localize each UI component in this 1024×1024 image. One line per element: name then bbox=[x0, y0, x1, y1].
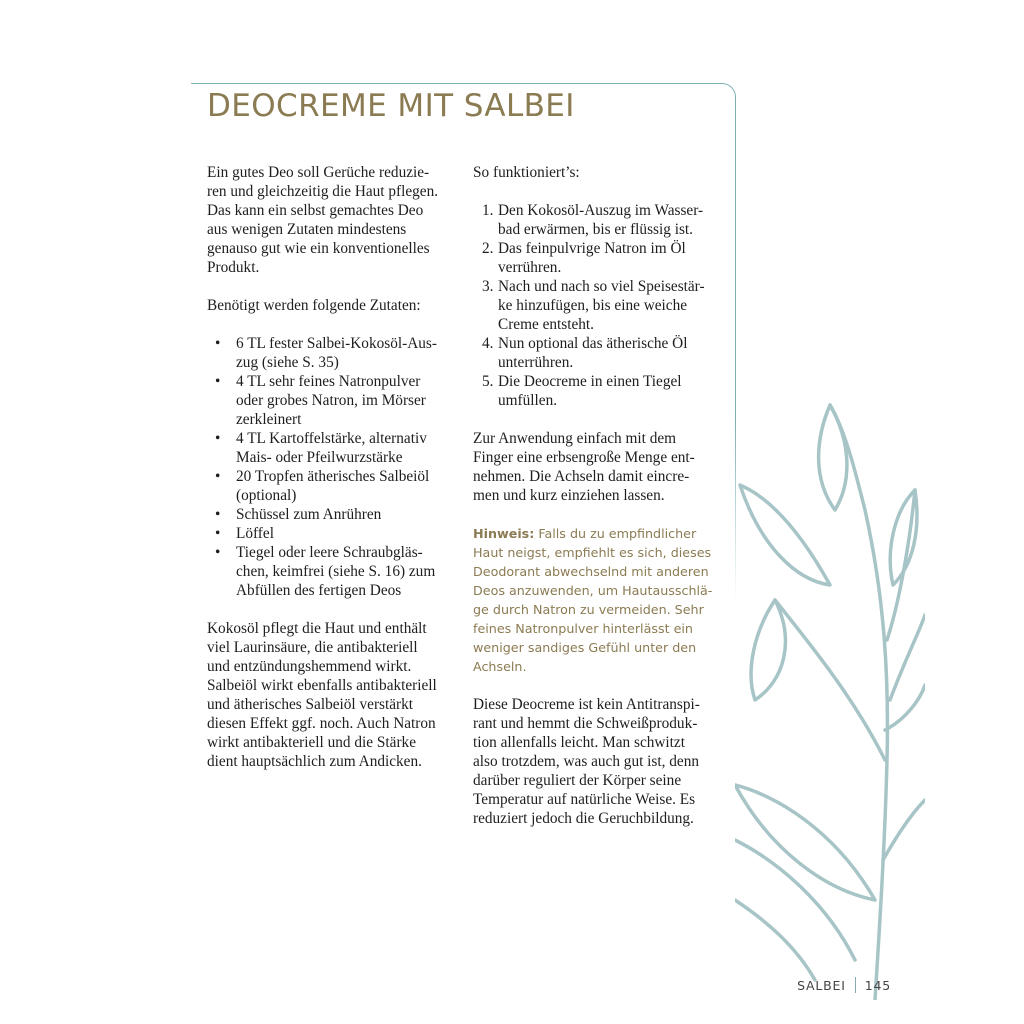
list-item: • 6 TL fester Salbei-Kokosöl-Aus- zug (siehe S. 35) bbox=[215, 335, 437, 371]
effect-paragraph: Kokosöl pflegt die Haut und enthält viel Laurinsäure, die antibakteriell und entzündungshemmend wirkt. Salbeiöl wirkt ebenfalls antibakteriell und ätherisches Salbeiöl verstärkt diesen Effekt ggf. noch. Auch Natron wirkt antibakteriell und die Stärke dient hauptsächlich zum Andicken. bbox=[207, 620, 437, 770]
how-heading: So funktioniert’s: bbox=[473, 164, 580, 181]
bullet-icon: • bbox=[215, 335, 221, 352]
step-number: 1. bbox=[482, 202, 494, 219]
list-item: 1. Den Kokosöl-Auszug im Wasser- bad erwärmen, bis er flüssig ist. bbox=[482, 202, 704, 238]
bullet-icon: • bbox=[215, 544, 221, 561]
list-item: • 20 Tropfen ätherisches Salbeiöl (optional) bbox=[215, 468, 430, 504]
right-column bbox=[473, 163, 723, 828]
ingredients-list bbox=[207, 334, 457, 600]
usage-paragraph: Zur Anwendung einfach mit dem Finger eine erbsengroße Menge ent- nehmen. Die Achseln damit eincre- men und kurz einziehen lassen. bbox=[473, 430, 695, 504]
footer-divider bbox=[855, 977, 856, 993]
page-title: DEOCREME MIT SALBEI bbox=[207, 88, 575, 124]
bullet-icon: • bbox=[215, 430, 221, 447]
bullet-icon: • bbox=[215, 506, 221, 523]
list-item: • Schüssel zum Anrühren bbox=[215, 506, 382, 523]
sage-branch-illustration bbox=[735, 400, 925, 1000]
page-number: 145 bbox=[864, 977, 891, 993]
closing-paragraph: Diese Deocreme ist kein Antitranspi- rant und hemmt die Schweißproduk- tion allenfalls leicht. Man schwitzt also trotzdem, was auch gut ist, denn darüber reguliert der Körper seine Temperatur auf natürliche Weise. Es reduziert jedoch die Geruchbildung. bbox=[473, 696, 700, 827]
steps-list bbox=[473, 201, 723, 410]
list-item: • 4 TL Kartoffelstärke, alternativ Mais- oder Pfeilwurzstärke bbox=[215, 430, 427, 466]
list-item: 3. Nach und nach so viel Speisestär- ke hinzufügen, bis eine weiche Creme entsteht. bbox=[482, 278, 705, 333]
step-number: 2. bbox=[482, 240, 494, 257]
intro-paragraph: Ein gutes Deo soll Gerüche reduzie- ren und gleichzeitig die Haut pflegen. Das kann ein selbst gemachtes Deo aus wenigen Zutaten mindestens genauso gut wie ein konventionelles Produkt. bbox=[207, 164, 439, 276]
page-footer bbox=[797, 977, 891, 993]
ingredients-heading: Benötigt werden folgende Zutaten: bbox=[207, 297, 421, 314]
list-item: • Löffel bbox=[215, 525, 274, 542]
bullet-icon: • bbox=[215, 525, 221, 542]
section-name: SALBEI bbox=[797, 977, 846, 993]
step-number: 5. bbox=[482, 373, 494, 390]
list-item: 2. Das feinpulvrige Natron im Öl verrühren. bbox=[482, 240, 686, 276]
hint-label: Hinweis: bbox=[473, 526, 535, 541]
hint-note bbox=[473, 524, 723, 676]
step-number: 3. bbox=[482, 278, 494, 295]
list-item: • 4 TL sehr feines Natronpulver oder grobes Natron, im Mörser zerkleinert bbox=[215, 373, 426, 428]
bullet-icon: • bbox=[215, 468, 221, 485]
bullet-icon: • bbox=[215, 373, 221, 390]
hint-text: Falls du zu empfindlicher Haut neigst, empfiehlt es sich, dieses Deodorant abwechselnd mit anderen Deos anzuwenden, um Hautausschlä- ge durch Natron zu vermeiden. Sehr feines Natronpulver hinterlässt ein weniger sandiges Gefühl unter den Achseln. bbox=[473, 526, 713, 674]
left-column bbox=[207, 163, 457, 771]
step-number: 4. bbox=[482, 335, 494, 352]
list-item: • Tiegel oder leere Schraubgläs- chen, keimfrei (siehe S. 16) zum Abfüllen des fertigen Deos bbox=[215, 544, 436, 599]
list-item: 4. Nun optional das ätherische Öl unterrühren. bbox=[482, 335, 688, 371]
list-item: 5. Die Deocreme in einen Tiegel umfüllen. bbox=[482, 373, 682, 409]
